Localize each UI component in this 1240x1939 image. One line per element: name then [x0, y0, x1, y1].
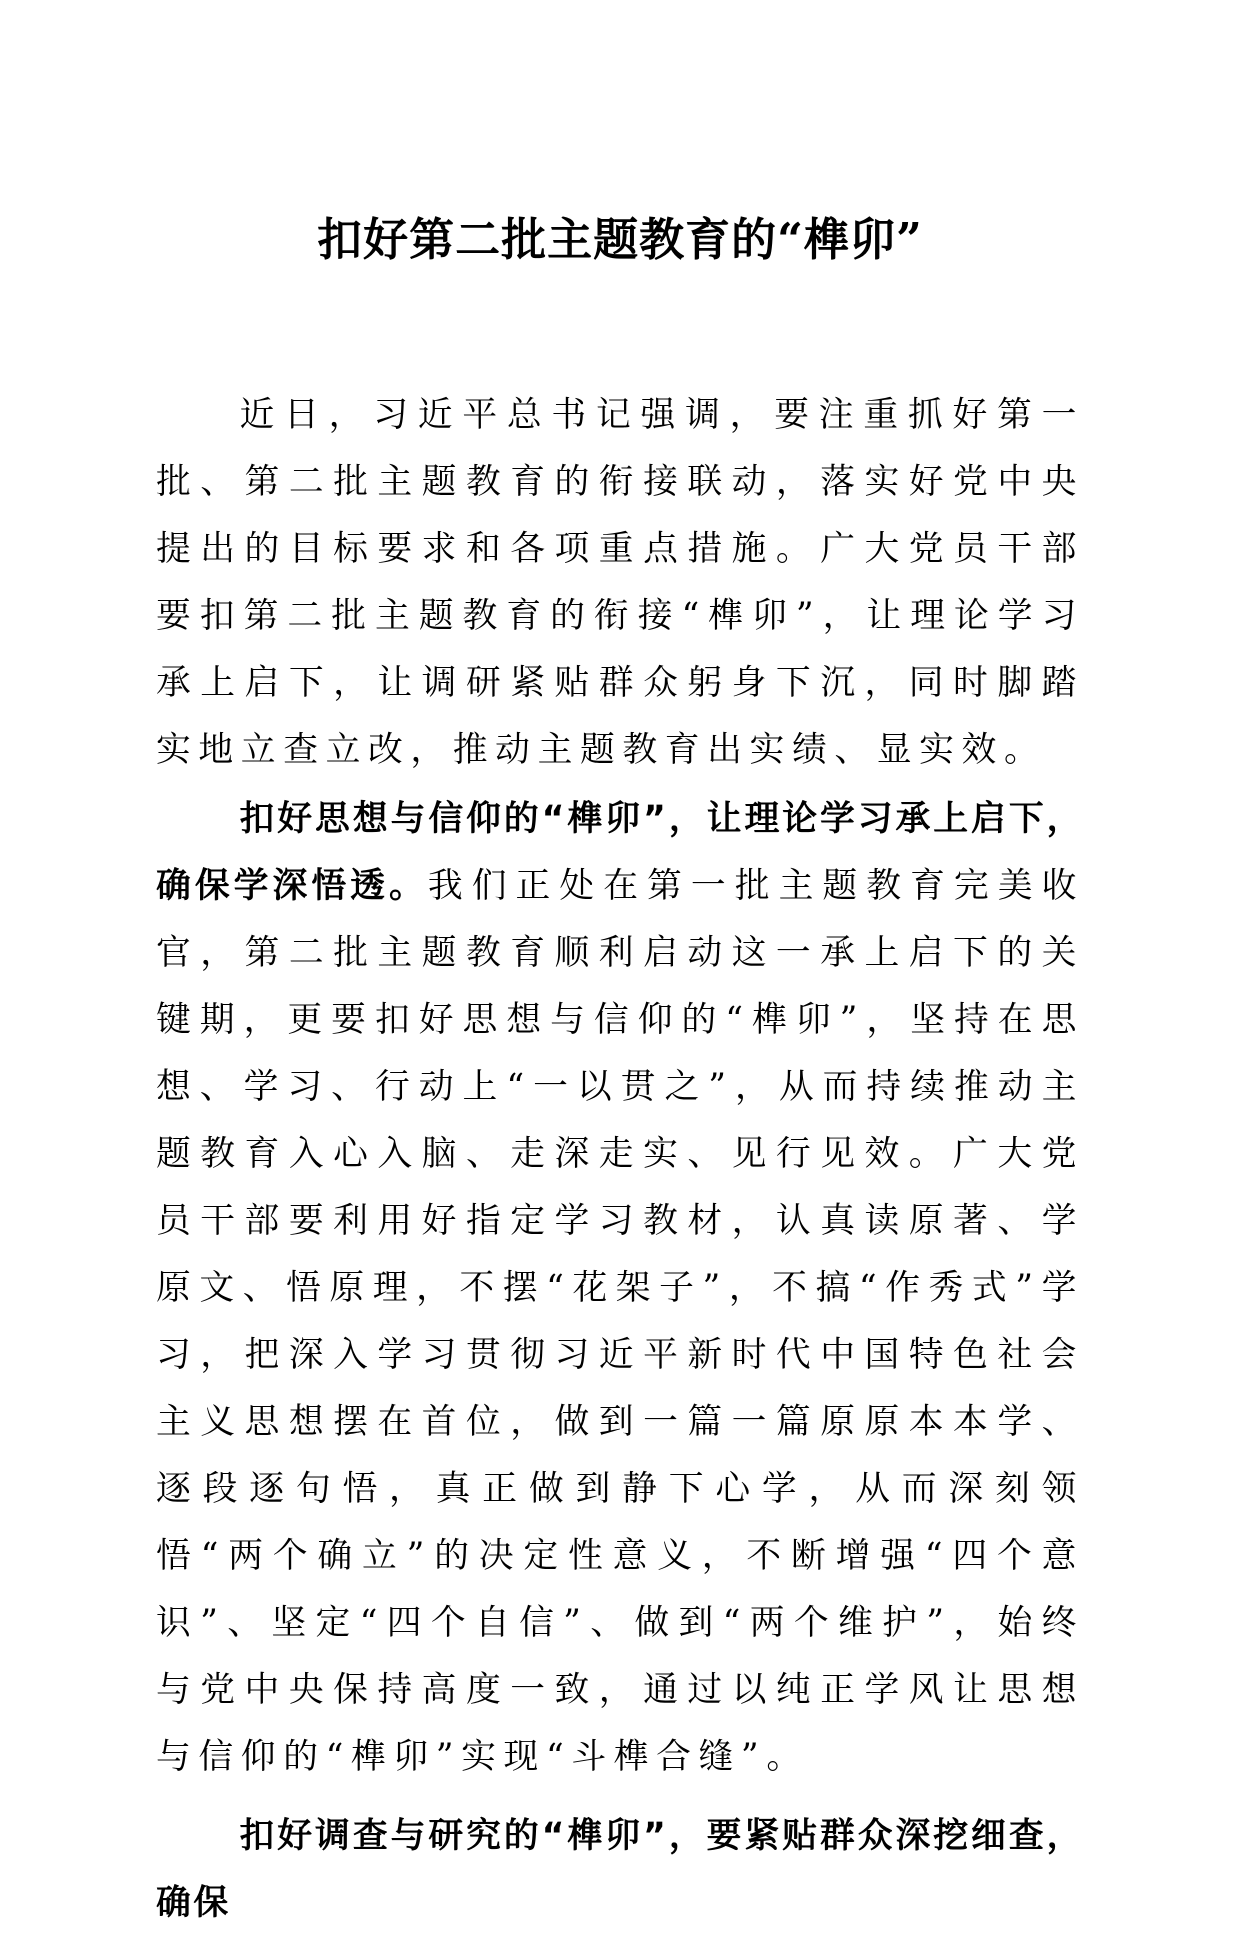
paragraph-3-lead: 扣好调查与研究的“榫卯”，要紧贴群众深挖细查，确保 — [156, 1816, 1084, 1923]
paragraph-2 — [156, 786, 1084, 1791]
paragraph-2-lead: 扣好思想与信仰的“榫卯”，让理论学习承上启下，确保学深悟透。 — [156, 799, 1084, 906]
document-title: 扣好第二批主题教育的“榫卯” — [317, 213, 923, 266]
paragraph-1-text: 近日，习近平总书记强调，要注重抓好第一批、第二批主题教育的衔接联动，落实好党中央提出的目标要求和各项重点措施。广大党员干部要扣第二批主题教育的衔接“榫卯”，让理论学习承上启下，让调研紧贴群众躬身下沉，同时脚踏实地立查立改，推动主题教育出实绩、显实效。 — [156, 395, 1084, 770]
document-body — [156, 382, 1084, 1939]
paragraph-3 — [156, 1803, 1084, 1937]
paragraph-1 — [156, 382, 1084, 784]
paragraph-2-text: 我们正处在第一批主题教育完美收官，第二批主题教育顺利启动这一承上启下的关键期，更要扣好思想与信仰的“榫卯”，坚持在思想、学习、行动上“一以贯之”，从而持续推动主题教育入心入脑、走深走实、见行见效。广大党员干部要利用好指定学习教材，认真读原著、学原文、悟原理，不摆“花架子”，不搞“作秀式”学习，把深入学习贯彻习近平新时代中国特色社会主义思想摆在首位，做到一篇一篇原原本本学、逐段逐句悟，真正做到静下心学，从而深刻领悟“两个确立”的决定性意义，不断增强“四个意识”、坚定“四个自信”、做到“两个维护”，始终与党中央保持高度一致，通过以纯正学风让思想与信仰的“榫卯”实现“斗榫合缝”。 — [156, 866, 1084, 1777]
